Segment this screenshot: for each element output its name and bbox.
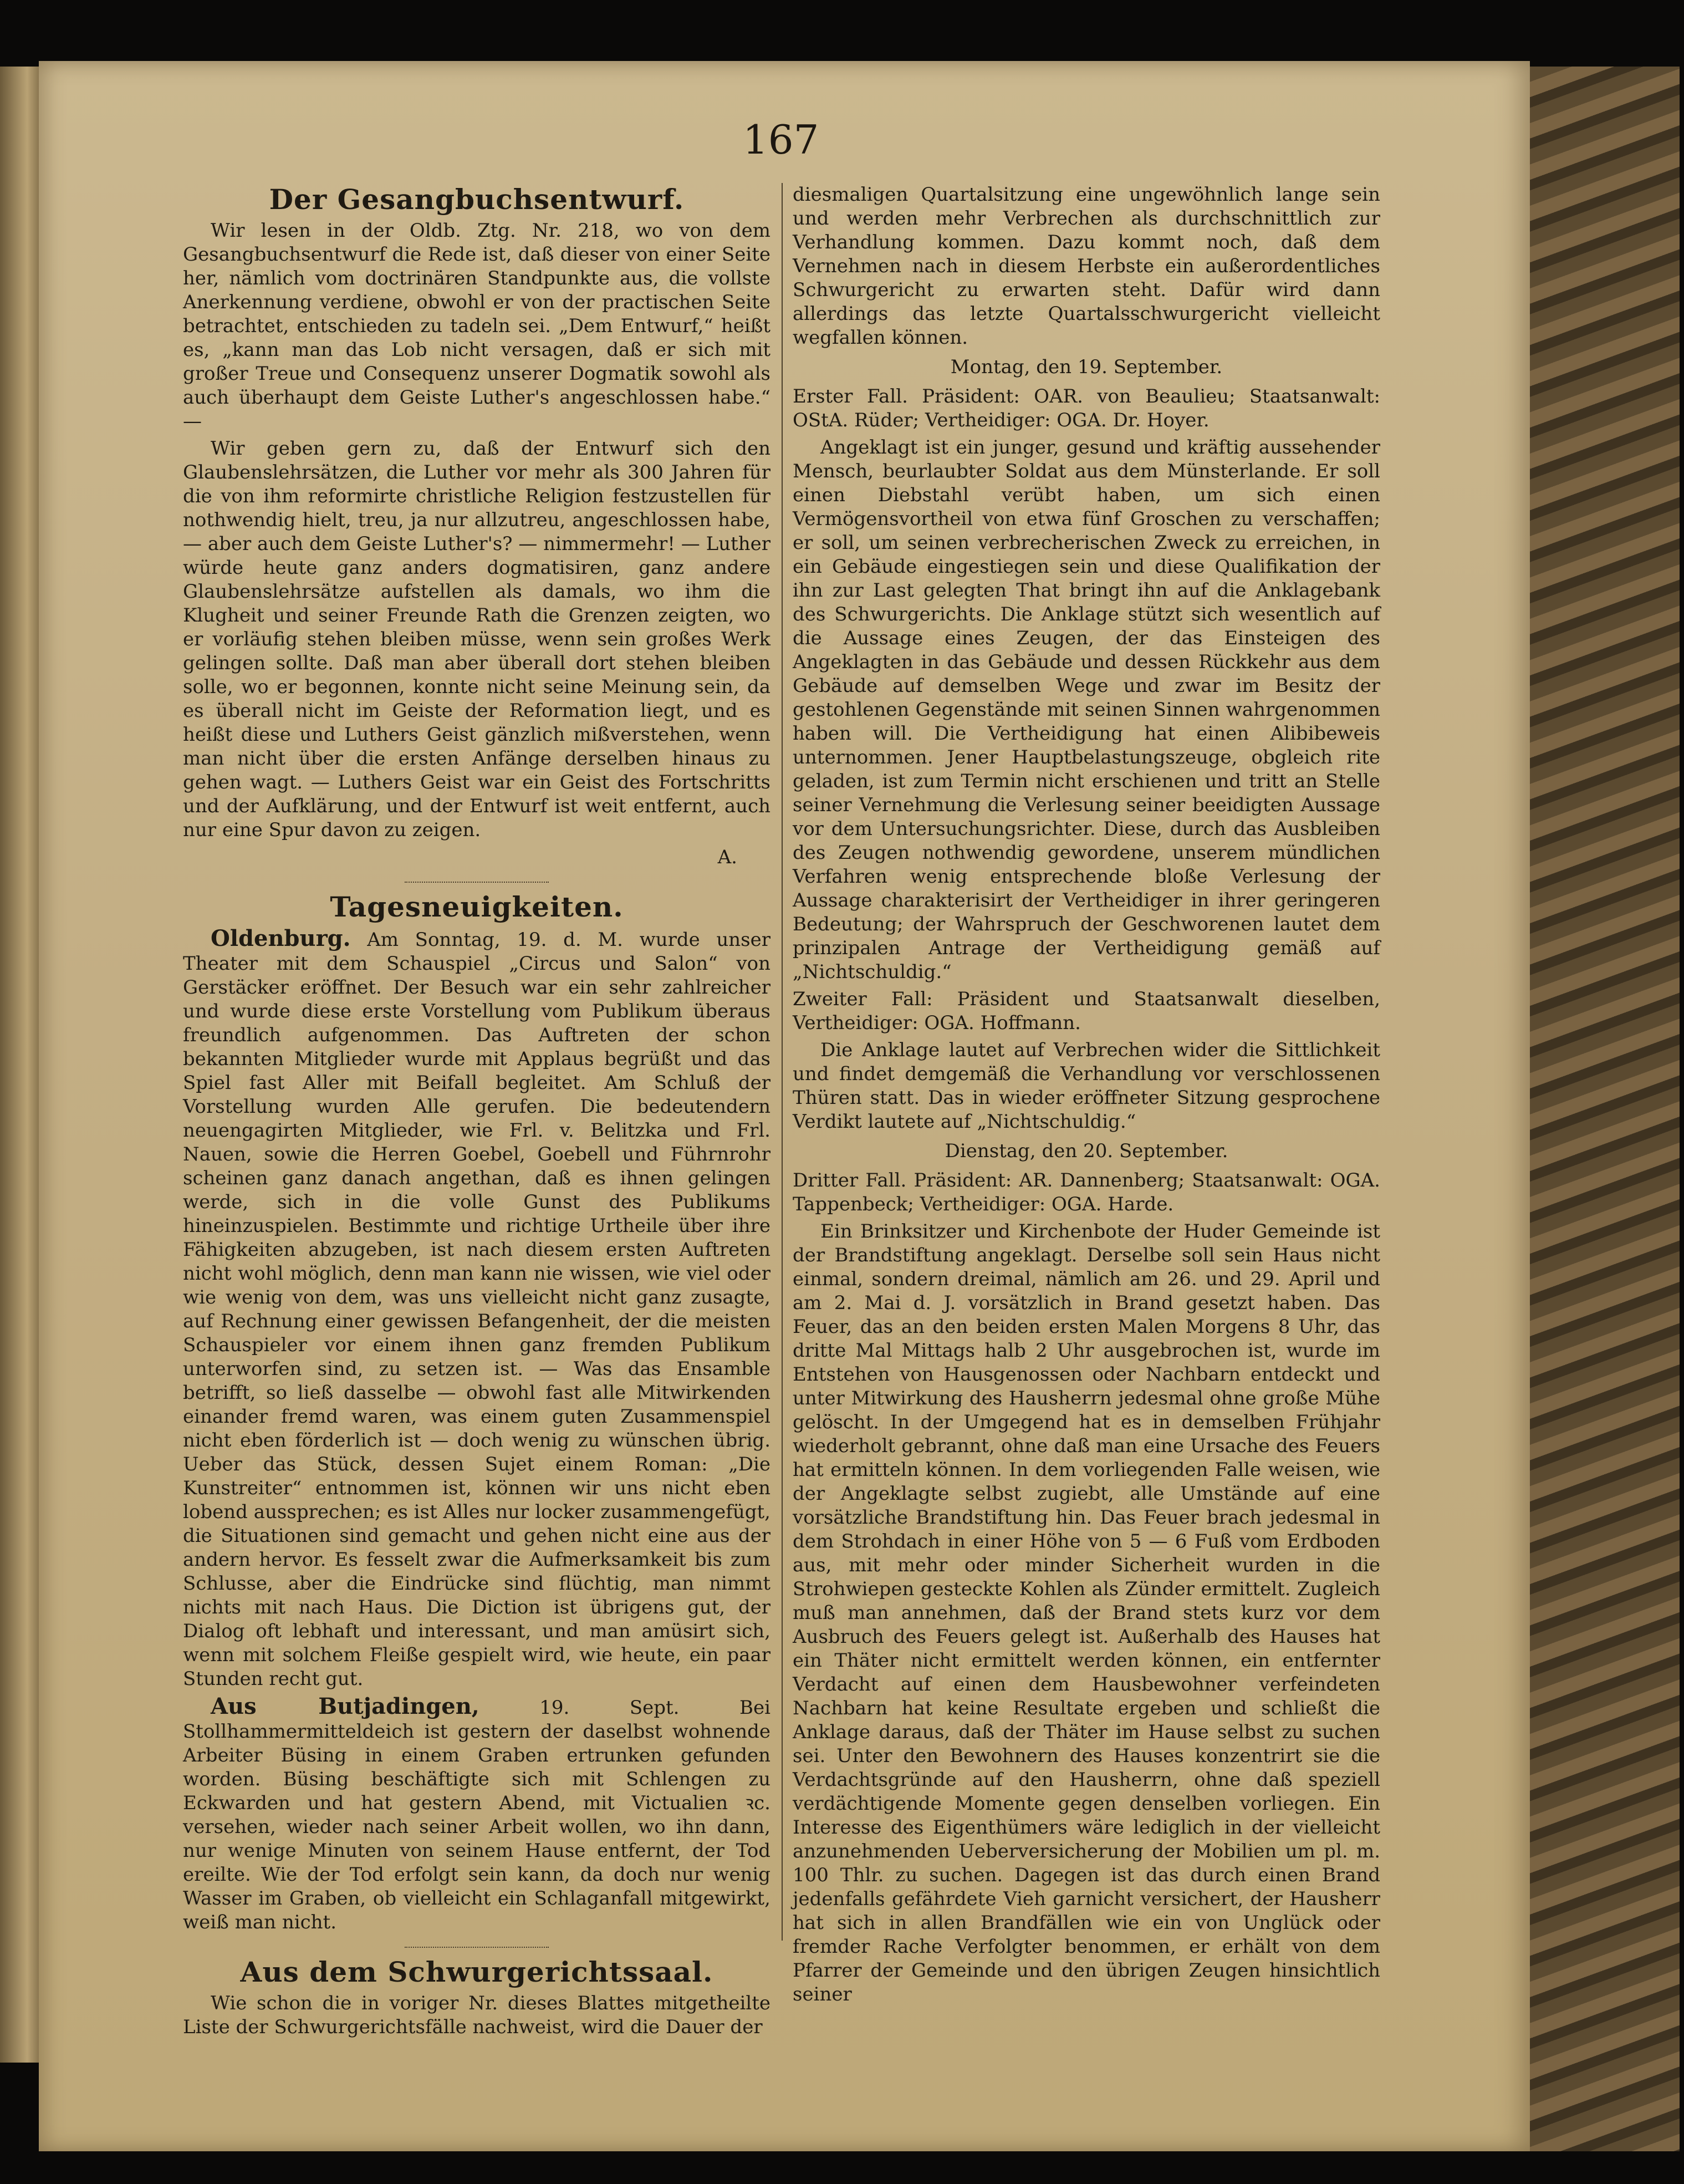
case-header: Zweiter Fall: Präsident und Staatsanwalt dieselben, Vertheidiger: OGA. Hoffmann. [793,988,1380,1034]
case-header: Erster Fall. Präsident: OAR. von Beaulieu; Staatsanwalt: OStA. Rüder; Vertheidiger: OGA. Dr. Hoyer. [793,385,1380,431]
place-name: Aus Butjadingen, [211,1693,479,1719]
session-date: Dienstag, den 20. September. [945,1140,1228,1162]
case-text: Angeklagt ist ein junger, gesund und kräftig aussehender Mensch, beurlaubter Soldat aus dem Münsterlande. Er soll einen Diebstahl verübt haben, um sich einen Vermögensvortheil von etwa fünf Groschen zu verschaffen; er soll, um seinen verbrecherischen Zweck zu erreichen, in ein Gebäude eingestiegen sein und diese Qualifikation der ihn zur Last gelegten That bringt ihn auf die Anklagebank des Schwurgerichts. Die Anklage stützt sich wesentlich auf die Aussage eines Zeugen, der das Einsteigen des Angeklagten in das Gebäude und dessen Rückkehr aus dem Gebäude auf demselben Wege und zwar im Besitz der gestohlenen Gegenstände mit seinen Sinnen wahrgenommen haben will. Die Vertheidigung hat einen Alibibeweis unternommen. Jener Hauptbelastungszeuge, obgleich rite geladen, ist zum Termin nicht erschienen und tritt an Stelle seiner Vernehmung die Verlesung seiner beeidigten Aussage vor dem Untersuchungsrichter. Diese, durch das Ausbleiben des Zeugen nothwendig gewordene, unserem mündlichen Verfahren wenig entsprechende bloße Verlesung der Aussage charakterisirt der Vertheidiger in ihrer geringeren Bedeutung; der Wahrspruch der Geschworenen lautet dem prinzipalen Antrage der Vertheidigung gemäß auf „Nichtschuldig.“ [793,436,1380,983]
place-name: Oldenburg. [211,925,351,951]
news-text: 19. Sept. Bei Stollhammermitteldeich ist gestern der daselbst wohnende Arbeiter Büsing in einem Graben ertrunken gefunden worden. Büsing beschäftigte sich mit Schlengen zu Eckwarden und hat gestern Abend, mit Victualien ꝛc. versehen, wieder nach seiner Arbeit wollen, wo ihn dann, nur wenige Minuten von seinem Hause entfernt, der Tod ereilte. Wie der Tod erfolgt sein kann, da doch nur wenig Wasser im Graben, ob vielleicht ein Schlaganfall mitgewirkt, weiß man nicht. [183,1697,770,1933]
page-number: 167 [743,116,819,163]
right-column [793,183,1380,2010]
separator [405,882,549,883]
article-title-tagesneuigkeiten: Tagesneuigkeiten. [330,890,624,923]
paragraph: Wie schon die in voriger Nr. dieses Blattes mitgetheilte Liste der Schwurgerichtsfälle nachweist, wird die Dauer der [183,1992,770,2038]
column-rule [782,183,783,1941]
previous-page-edge [0,67,39,2063]
session-date: Montag, den 19. September. [950,356,1223,378]
book-binding [1530,67,1680,2151]
news-item-butjadingen [183,1694,770,1934]
paragraph: Wir lesen in der Oldb. Ztg. Nr. 218, wo von dem Gesangbuchsentwurf die Rede ist, daß dieser von einer Seite her, nämlich vom doctrinären Standpunkte aus, die vollste Anerkennung verdiene, obwohl er von der practischen Seite betrachtet, entschieden zu tadeln sei. „Dem Entwurf,“ heißt es, „kann man das Lob nicht versagen, daß er sich mit großer Treue und Consequenz unserer Dogmatik sowohl als auch überhaupt dem Geiste Luther's angeschlossen habe.“ — [183,220,770,432]
article-title-schwurgericht: Aus dem Schwurgerichtssaal. [240,1956,713,1988]
article-title-gesangbuch: Der Gesangbuchsentwurf. [269,183,685,216]
news-text: Am Sonntag, 19. d. M. wurde unser Theater mit dem Schauspiel „Circus und Salon“ von Gerstäcker eröffnet. Der Besuch war ein sehr zahlreicher und wurde diese erste Vorstellung vom Publikum überaus freundlich aufgenommen. Das Auftreten der schon bekannten Mitglieder wurde mit Applaus begrüßt und das Spiel fast Aller mit Beifall begleitet. Am Schluß der Vorstellung wurden Alle gerufen. Die bedeutendern neuengagirten Mitglieder, wie Frl. v. Belitzka und Frl. Nauen, sowie die Herren Goebel, Goebell und Führnrohr scheinen ganz danach angethan, daß es ihnen gelingen werde, sich in die volle Gunst des Publikums hineinzuspielen. Bestimmte und richtige Urtheile über ihre Fähigkeiten abzugeben, ist nach diesem ersten Auftreten nicht wohl möglich, denn man kann nie wissen, wie viel oder wie wenig von dem, was uns vielleicht nicht ganz zusagte, auf Rechnung einer gewissen Befangenheit, der die meisten Schauspieler vor einem ihnen ganz fremden Publikum unterworfen sind, zu setzen ist. — Was das Ensamble betrifft, so ließ dasselbe — obwohl fast alle Mitwirkenden einander fremd waren, was einem guten Zusammenspiel nicht eben förderlich ist — doch wenig zu wünschen übrig. Ueber das Stück, dessen Sujet einem Roman: „Die Kunstreiter“ entnommen ist, können wir uns nicht eben lobend aussprechen; es ist Alles nur locker zusammengefügt, die Situationen sind gemacht und gehen nicht eine aus der andern hervor. Es fesselt zwar die Aufmerksamkeit bis zum Schlusse, aber die Eindrücke sind flüchtig, man nimmt nichts mit nach Haus. Die Diction ist übrigens gut, der Dialog oft lebhaft und interessant, und man amüsirt sich, wenn mit solchem Fleiße gespielt wird, wie heute, ein paar Stunden recht gut. [183,929,770,1690]
signature: A. [717,846,737,868]
news-item-oldenburg [183,926,770,1691]
paragraph: Wir geben gern zu, daß der Entwurf sich den Glaubenslehrsätzen, die Luther vor mehr als 300 Jahren für die von ihm reformirte christliche Religion festzustellen für nothwendig hielt, treu, ja nur allzutreu, angeschlossen habe, — aber auch dem Geiste Luther's? — nimmermehr! — Luther würde heute ganz anders dogmatisiren, ganz andere Glaubenslehrsätze aufstellen als damals, wo ihm die Klugheit und seiner Freunde Rath die Grenzen zeigten, wo er vorläufig stehen bleiben müsse, wenn sein großes Werk gelingen sollte. Daß man aber überall dort stehen bleiben solle, wo er begonnen, konnte nicht seine Meinung sein, da es überall nicht im Geiste der Reformation liegt, und es heißt diese und Luthers Geist gänzlich mißverstehen, wenn man nicht über die ersten Anfänge derselben hinaus zu gehen wagt. — Luthers Geist war ein Geist des Fortschritts und der Aufklärung, und der Entwurf ist weit entfernt, auch nur eine Spur davon zu zeigen. [183,437,770,841]
paragraph: diesmaligen Quartalsitzung eine ungewöhnlich lange sein und werden mehr Verbrechen als durchschnittlich zur Verhandlung kommen. Dazu kommt noch, daß dem Vernehmen nach in diesem Herbste ein außerordentliches Schwurgericht zu erwarten steht. Dafür wird dann allerdings das letzte Quartalsschwurgericht vielleicht wegfallen können. [793,184,1380,349]
separator [405,1947,549,1948]
case-text: Ein Brinksitzer und Kirchenbote der Huder Gemeinde ist der Brandstiftung angeklagt. Derselbe soll sein Haus nicht einmal, sondern dreimal, nämlich am 26. und 29. April und am 2. Mai d. J. vorsätzlich in Brand gesetzt haben. Das Feuer, das an den beiden ersten Malen Morgens 8 Uhr, das dritte Mal Mittags halb 2 Uhr ausgebrochen ist, wurde im Entstehen von Hausgenossen oder Nachbarn entdeckt und unter Mitwirkung des Hausherrn jedesmal ohne große Mühe gelöscht. In der Umgegend hat es in demselben Frühjahr wiederholt gebrannt, ohne daß man eine Ursache des Feuers hat ermitteln können. In dem vorliegenden Falle weisen, wie der Angeklagte selbst zugiebt, alle Umstände auf eine vorsätzliche Brandstiftung hin. Das Feuer brach jedesmal in dem Strohdach in einer Höhe von 5 — 6 Fuß vom Erdboden aus, mit mehr oder minder Sicherheit wurden in die Strohwiepen gesteckte Kohlen als Zünder ermittelt. Zugleich muß man annehmen, daß der Brand stets kurz vor dem Ausbruch des Feuers gelegt ist. Außerhalb des Hauses hat ein Thäter nicht ermittelt werden können, ein entfernter Verdacht auf einen dem Hausbewohner verfeindeten Nachbarn hat keine Resultate ergeben und schließt die Anklage daraus, daß der Thäter im Hause selbst zu suchen sei. Unter den Bewohnern des Hauses konzentrirt sie die Verdachtsgründe auf den Hausherrn, ohne daß speziell verdächtigende Momente gegen denselben vorliegen. Ein Interesse des Eigenthümers wäre lediglich in der vielleicht anzunehmenden Ueberversicherung der Mobilien um pl. m. 100 Thlr. zu suchen. Dagegen ist das durch einen Brand jedenfalls gefährdete Vieh garnicht versichert, der Hausherr hat sich in allen Brandfällen wie ein von Unglück oder fremder Rache Verfolgter benommen, er erhält von dem Pfarrer der Gemeinde und den übrigen Zeugen hinsichtlich seiner [793,1220,1380,2005]
case-header: Dritter Fall. Präsident: AR. Dannenberg; Staatsanwalt: OGA. Tappenbeck; Vertheidiger: OGA. Harde. [793,1169,1380,1215]
left-column [183,183,770,2043]
case-text: Die Anklage lautet auf Verbrechen wider die Sittlichkeit und findet demgemäß die Verhandlung vor verschlossenen Thüren statt. Das in wieder eröffneter Sitzung gesprochene Verdikt lautete auf „Nichtschuldig.“ [793,1039,1380,1133]
